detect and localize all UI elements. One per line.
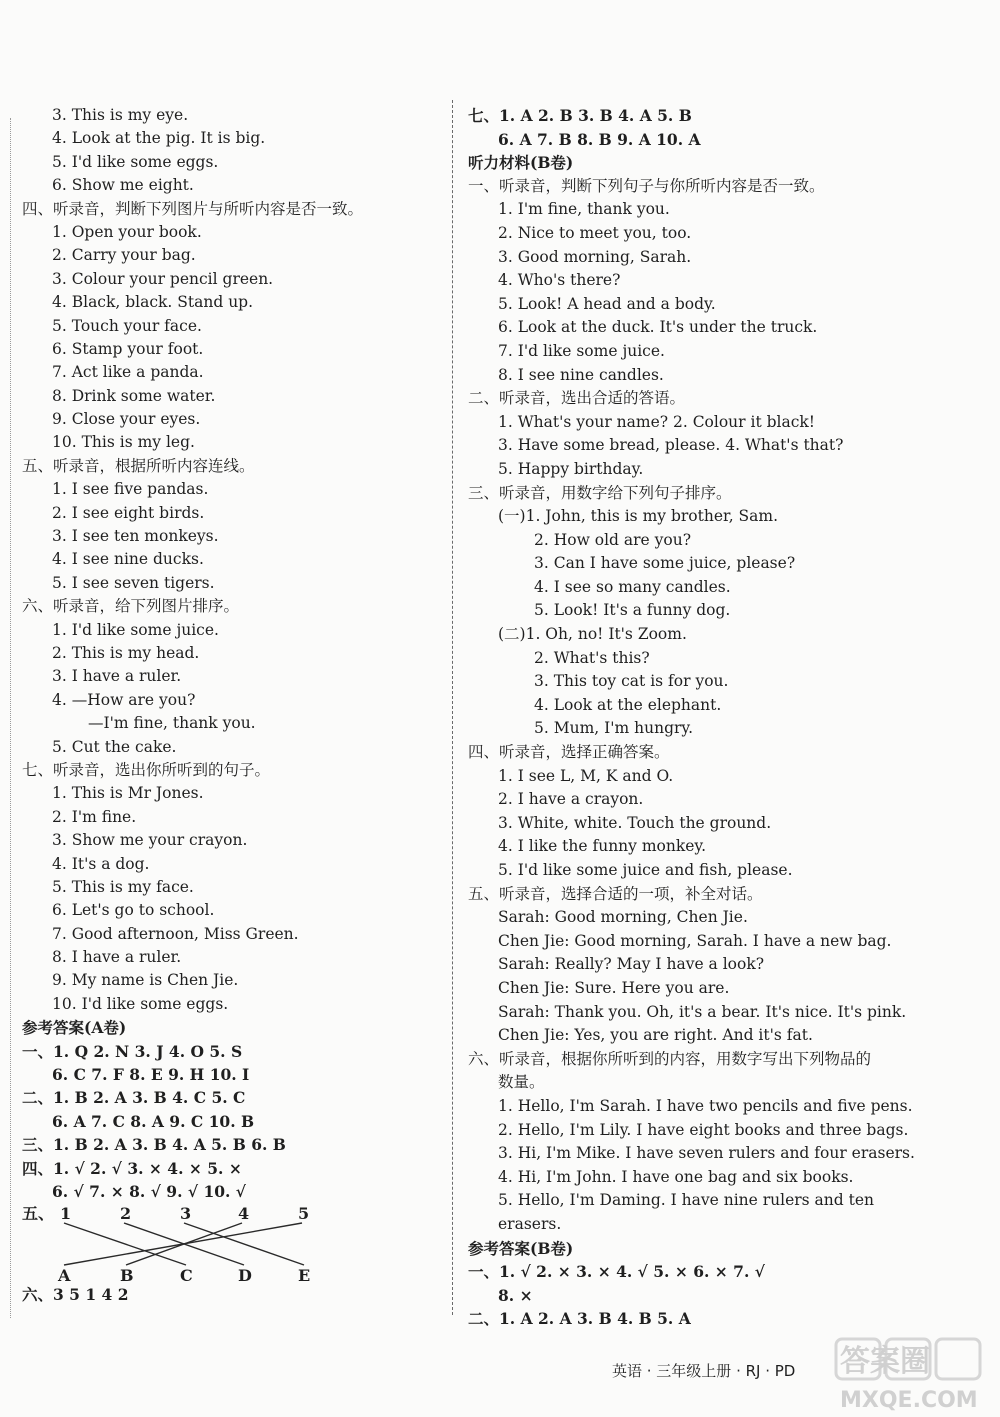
right-line-51: 二、1. A 2. A 3. B 4. B 5. A [468, 1309, 691, 1329]
right-line-5: 2. Nice to meet you, too. [498, 223, 692, 242]
right-line-26: 5. Mum, I'm hungry. [534, 719, 694, 738]
right-line-6: 3. Good morning, Sarah. [498, 247, 692, 266]
right-column [468, 104, 968, 1331]
right-line-9: 6. Look at the duck. It's under the truck. [498, 318, 818, 337]
right-line-16: 三、听录音，用数字给下列句子排序。 [468, 483, 732, 502]
left-line-23: 2. This is my head. [52, 643, 200, 662]
left-line-17: 2. I see eight birds. [52, 503, 205, 522]
matching-top-2: 3 [180, 1204, 192, 1224]
left-line-25: 4. —How are you? [52, 690, 196, 709]
watermark-url: MXQE.COM [840, 1388, 978, 1413]
right-line-19: 3. Can I have some juice, please? [534, 554, 796, 573]
right-line-10: 7. I'd like some juice. [498, 341, 665, 360]
left-line-29: 1. This is Mr Jones. [52, 784, 204, 803]
matching-bottom-4: E [298, 1266, 311, 1284]
right-line-42: 1. Hello, I'm Sarah. I have two pencils and five pens. [498, 1096, 913, 1115]
match-line-2 [184, 1223, 304, 1265]
right-line-44: 3. Hi, I'm Mike. I have seven rulers and four erasers. [498, 1144, 915, 1163]
right-line-13: 1. What's your name? 2. Colour it black! [498, 412, 816, 431]
left-line-39: 参考答案(A卷) [22, 1018, 127, 1038]
left-line-9: 5. Touch your face. [52, 316, 202, 335]
matching-bottom-2: C [180, 1266, 193, 1284]
left-line-34: 6. Let's go to school. [52, 901, 215, 920]
left-line-15: 五、听录音，根据所听内容连线。 [22, 456, 255, 475]
matching-top-1: 2 [120, 1204, 132, 1224]
matching-label: 五、 [22, 1204, 55, 1224]
right-line-32: 5. I'd like some juice and fish, please. [498, 861, 793, 879]
watermark-logo [830, 1335, 990, 1413]
match-line-0 [64, 1223, 186, 1265]
left-line-21: 六、听录音，给下列图片排序。 [22, 597, 240, 616]
left-line-6: 2. Carry your bag. [52, 246, 196, 265]
left-line-36: 8. I have a ruler. [52, 948, 182, 967]
left-line-0: 3. This is my eye. [52, 106, 189, 124]
right-line-31: 4. I like the funny monkey. [498, 837, 707, 856]
right-line-24: 3. This toy cat is for you. [534, 672, 729, 691]
left-line-46: 6. √ 7. × 8. √ 9. √ 10. √ [52, 1181, 246, 1201]
left-line-27: 5. Cut the cake. [52, 737, 177, 756]
right-line-47: erasers. [498, 1214, 562, 1233]
left-column [22, 104, 434, 1307]
right-line-35: Chen Jie: Good morning, Sarah. I have a new bag. [498, 931, 892, 950]
left-line-22: 1. I'd like some juice. [52, 620, 219, 639]
right-line-23: 2. What's this? [534, 648, 650, 667]
right-line-7: 4. Who's there? [498, 271, 621, 290]
left-line-38: 10. I'd like some eggs. [52, 994, 229, 1013]
right-line-12: 二、听录音，选出合适的答语。 [468, 389, 686, 408]
right-line-40: 六、听录音，根据你所听到的内容，用数字写出下列物品的 [468, 1049, 872, 1068]
left-line-45: 四、1. √ 2. √ 3. × 4. × 5. × [22, 1158, 242, 1178]
page-footer: 英语 · 三年级上册 · RJ · PD [612, 1362, 796, 1380]
right-line-22: (二)1. Oh, no! It's Zoom. [498, 625, 687, 644]
right-line-49: 一、1. √ 2. × 3. × 4. √ 5. × 6. × 7. √ [468, 1262, 765, 1282]
matching-top-4: 5 [298, 1204, 310, 1224]
right-line-8: 5. Look! A head and a body. [498, 294, 716, 313]
column-divider [452, 100, 453, 1315]
left-line-8: 4. Black, black. Stand up. [52, 293, 254, 312]
left-line-31: 3. Show me your crayon. [52, 831, 248, 850]
left-line-19: 4. I see nine ducks. [52, 550, 204, 569]
left-line-42: 二、1. B 2. A 3. B 4. C 5. C [22, 1088, 246, 1108]
left-line-11: 7. Act like a panda. [52, 363, 204, 382]
right-line-11: 8. I see nine candles. [498, 365, 664, 384]
right-line-48: 参考答案(B卷) [468, 1238, 574, 1258]
left-line-5: 1. Open your book. [52, 222, 202, 241]
right-line-27: 四、听录音，选择正确答案。 [468, 743, 670, 762]
left-line-41: 6. C 7. F 8. E 9. H 10. I [52, 1065, 250, 1085]
matching-top-3: 4 [238, 1204, 250, 1224]
right-line-14: 3. Have some bread, please. 4. What's that? [498, 436, 844, 455]
left-line-28: 七、听录音，选出你所听到的句子。 [22, 760, 271, 779]
left-line-44: 三、1. B 2. A 3. B 4. A 5. B 6. B [22, 1135, 286, 1155]
left-line-26: —I'm fine, thank you. [88, 714, 256, 733]
right-line-43: 2. Hello, I'm Lily. I have eight books and three bags. [498, 1120, 909, 1139]
left-line-3: 6. Show me eight. [52, 176, 194, 195]
matching-bottom-1: B [120, 1266, 134, 1284]
right-line-29: 2. I have a crayon. [498, 790, 644, 809]
right-line-17: (一)1. John, this is my brother, Sam. [498, 507, 779, 526]
right-line-1: 6. A 7. B 8. B 9. A 10. A [498, 129, 701, 149]
right-line-4: 1. I'm fine, thank you. [498, 200, 670, 219]
matching-lines [22, 1203, 342, 1283]
right-line-36: Sarah: Really? May I have a look? [498, 955, 765, 974]
right-line-18: 2. How old are you? [534, 530, 692, 549]
right-line-2: 听力材料(B卷) [468, 153, 574, 173]
right-line-39: Chen Jie: Yes, you are right. And it's fat. [498, 1026, 813, 1045]
right-line-46: 5. Hello, I'm Daming. I have nine rulers and ten [498, 1191, 875, 1210]
left-margin-line [10, 118, 11, 1318]
right-line-28: 1. I see L, M, K and O. [498, 766, 674, 785]
left-line-7: 3. Colour your pencil green. [52, 269, 274, 288]
left-line-30: 2. I'm fine. [52, 807, 137, 826]
left-line-14: 10. This is my leg. [52, 433, 195, 452]
right-line-20: 4. I see so many candles. [534, 577, 731, 596]
left-line-24: 3. I have a ruler. [52, 667, 182, 686]
right-line-33: 五、听录音，选择合适的一项，补全对话。 [468, 884, 763, 903]
left-line-35: 7. Good afternoon, Miss Green. [52, 924, 299, 943]
left-line-43: 6. A 7. C 8. A 9. C 10. B [52, 1111, 255, 1131]
left-line-37: 9. My name is Chen Jie. [52, 971, 239, 990]
right-line-0: 七、1. A 2. B 3. B 4. A 5. B [468, 106, 692, 125]
answer-six: 六、3 5 1 4 2 [22, 1285, 129, 1305]
left-line-40: 一、1. Q 2. N 3. J 4. O 5. S [22, 1041, 243, 1061]
left-line-20: 5. I see seven tigers. [52, 573, 215, 592]
matching-top-0: 1 [60, 1204, 72, 1224]
right-line-34: Sarah: Good morning, Chen Jie. [498, 908, 748, 927]
left-line-18: 3. I see ten monkeys. [52, 527, 219, 546]
match-line-4 [64, 1223, 302, 1265]
left-line-33: 5. This is my face. [52, 877, 194, 896]
right-line-38: Sarah: Thank you. Oh, it's a bear. It's nice. It's pink. [498, 1002, 907, 1021]
left-line-10: 6. Stamp your foot. [52, 339, 204, 358]
right-line-21: 5. Look! It's a funny dog. [534, 601, 731, 620]
right-line-15: 5. Happy birthday. [498, 459, 644, 478]
left-line-12: 8. Drink some water. [52, 386, 216, 405]
left-line-16: 1. I see five pandas. [52, 480, 209, 499]
left-line-4: 四、听录音，判断下列图片与所听内容是否一致。 [22, 199, 364, 218]
left-line-1: 4. Look at the pig. It is big. [52, 129, 266, 148]
right-line-3: 一、听录音，判断下列句子与你所听内容是否一致。 [468, 176, 825, 195]
right-line-30: 3. White, white. Touch the ground. [498, 813, 772, 832]
matching-bottom-3: D [238, 1266, 252, 1284]
right-line-25: 4. Look at the elephant. [534, 695, 722, 714]
right-line-37: Chen Jie: Sure. Here you are. [498, 978, 730, 997]
left-line-2: 5. I'd like some eggs. [52, 152, 219, 171]
left-line-13: 9. Close your eyes. [52, 410, 201, 429]
watermark-text: 答案圈 [840, 1344, 930, 1379]
right-line-45: 4. Hi, I'm John. I have one bag and six books. [498, 1167, 854, 1186]
matching-answer [22, 1203, 322, 1283]
right-line-50: 8. × [498, 1285, 533, 1305]
matching-bottom-0: A [58, 1266, 71, 1284]
left-line-32: 4. It's a dog. [52, 854, 150, 873]
right-line-41: 数量。 [498, 1073, 545, 1092]
